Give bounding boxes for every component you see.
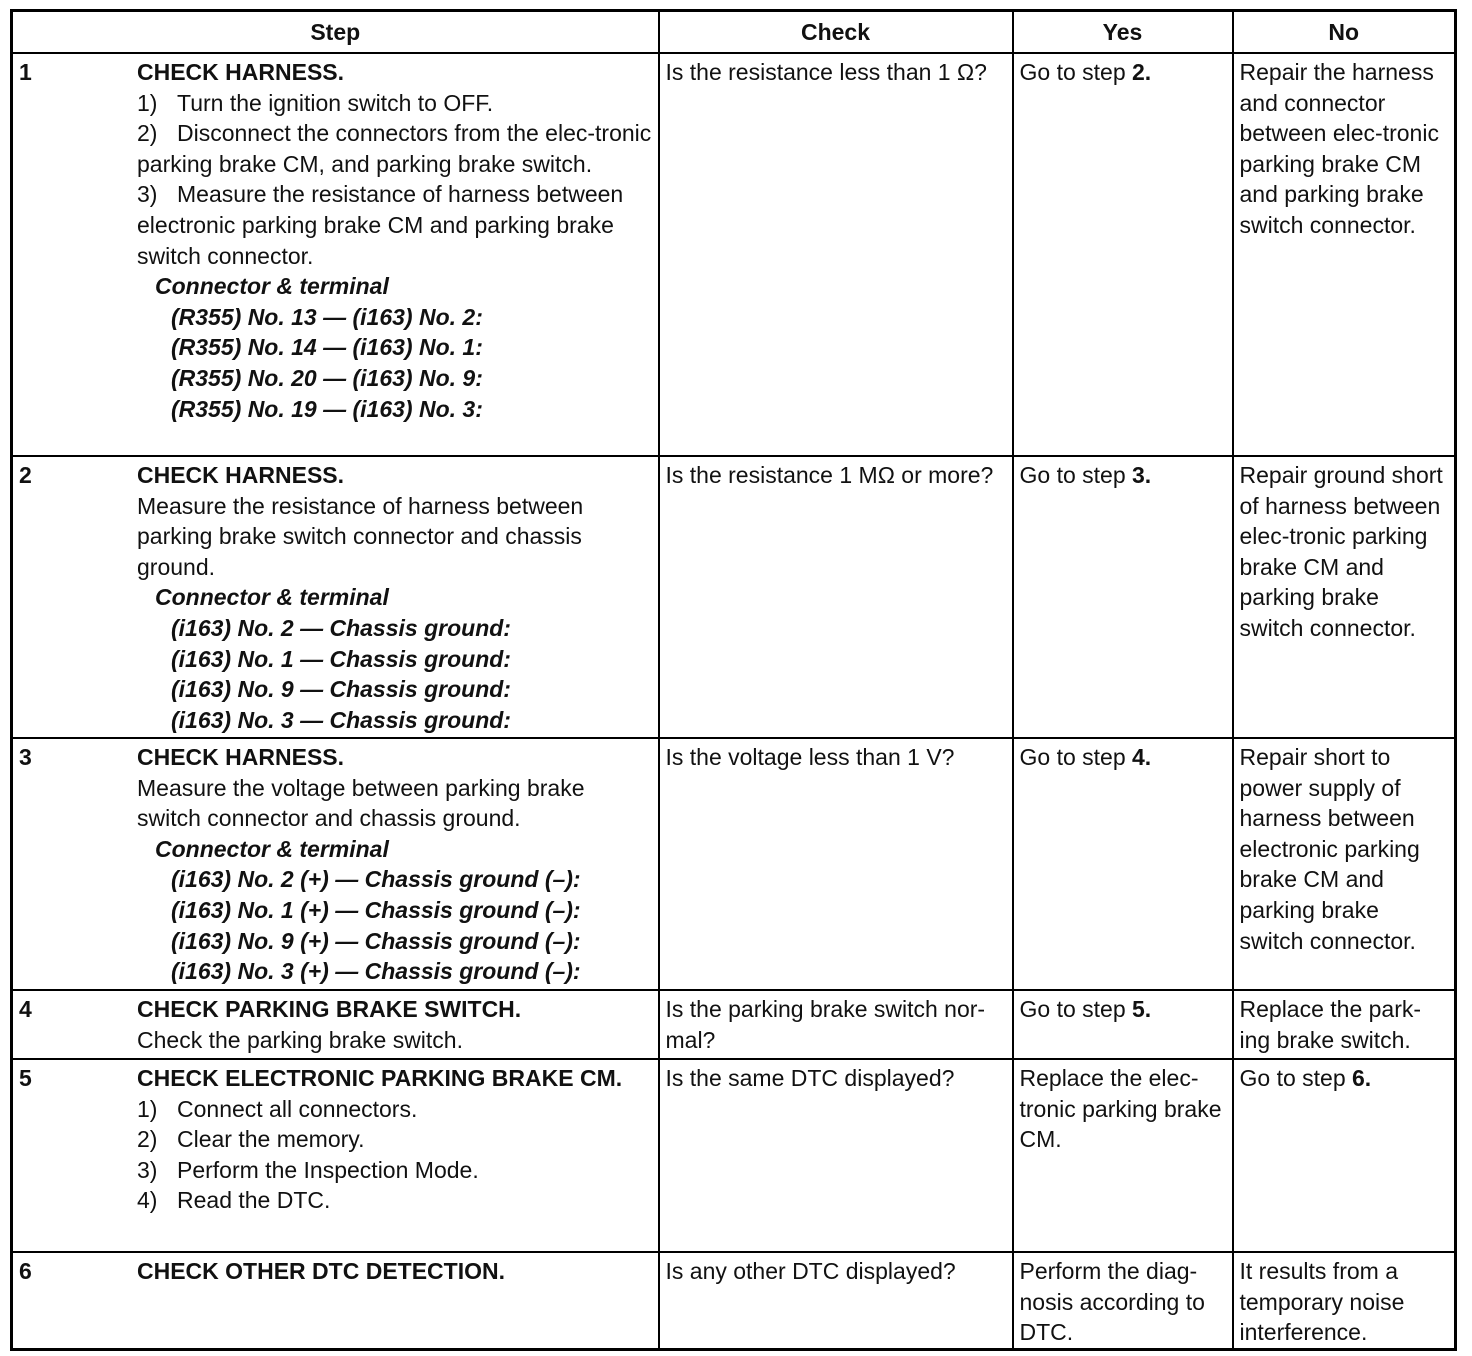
- yes-text: Go to step: [1019, 462, 1133, 488]
- step-title: CHECK HARNESS.: [137, 744, 345, 770]
- substep: [137, 1124, 652, 1155]
- connector-item: (i163) No. 9 (+) — Chassis ground (–):: [171, 927, 581, 954]
- connector-item: (i163) No. 3 (+) — Chassis ground (–):: [171, 958, 581, 985]
- step-title: CHECK ELECTRONIC PARKING BRAKE CM.: [137, 1065, 623, 1091]
- table-row: [12, 1059, 1456, 1252]
- check-cell: Is any other DTC displayed?: [659, 1252, 1013, 1350]
- step-number: 4: [19, 996, 32, 1022]
- substep-number: 2): [137, 1126, 158, 1153]
- substep-number: 2): [137, 120, 158, 147]
- step-number: 3: [19, 744, 32, 770]
- table-row: [12, 53, 1456, 456]
- yes-cell: Perform the diag-nosis according to DTC.: [1013, 1252, 1233, 1350]
- step-body: [137, 1256, 652, 1287]
- step-cell: [12, 1059, 659, 1252]
- step-title: CHECK HARNESS.: [137, 462, 345, 488]
- header-yes: Yes: [1013, 11, 1233, 54]
- step-body: [137, 460, 652, 582]
- substep: [137, 1185, 652, 1216]
- step-description: Measure the resistance of harness between parking brake switch connector and chassis ground.: [137, 492, 584, 580]
- diagnostic-table: [10, 9, 1457, 1351]
- yes-text: Go to step: [1019, 996, 1133, 1022]
- connector-item: (i163) No. 2 — Chassis ground:: [171, 614, 511, 641]
- no-cell: [1233, 1059, 1456, 1252]
- substep: [137, 179, 652, 271]
- header-step: Step: [12, 11, 659, 54]
- table-row: [12, 990, 1456, 1059]
- header-no: No: [1233, 11, 1456, 54]
- table-row: [12, 1252, 1456, 1350]
- no-cell: Replace the park-ing brake switch.: [1233, 990, 1456, 1059]
- step-cell: [12, 738, 659, 990]
- step-body: [137, 742, 652, 834]
- connector-title: Connector & terminal: [155, 835, 389, 862]
- substep: [137, 118, 652, 179]
- no-text: Go to step: [1239, 1065, 1353, 1091]
- connector-item: (i163) No. 1 (+) — Chassis ground (–):: [171, 896, 581, 923]
- yes-cell: [1013, 990, 1233, 1059]
- yes-cell: [1013, 738, 1233, 990]
- step-cell: [12, 53, 659, 456]
- connector-item: (R355) No. 20 — (i163) No. 9:: [171, 364, 483, 391]
- substep: [137, 88, 652, 119]
- substep-text: Read the DTC.: [177, 1187, 331, 1214]
- substep: [137, 1094, 652, 1125]
- check-cell: Is the voltage less than 1 V?: [659, 738, 1013, 990]
- yes-step-ref: 5.: [1132, 996, 1152, 1022]
- substep-number: 1): [137, 1095, 158, 1122]
- no-step-ref: 6.: [1352, 1065, 1372, 1091]
- step-title: CHECK PARKING BRAKE SWITCH.: [137, 996, 522, 1022]
- header-row: [12, 11, 1456, 54]
- connector-title: Connector & terminal: [155, 273, 389, 300]
- check-cell: Is the resistance less than 1 Ω?: [659, 53, 1013, 456]
- yes-cell: [1013, 456, 1233, 738]
- header-check: Check: [659, 11, 1013, 54]
- substep-number: 4): [137, 1187, 158, 1214]
- table-row: [12, 456, 1456, 738]
- substep: [137, 1155, 652, 1186]
- no-cell: It results from a temporary noise interference.: [1233, 1252, 1456, 1350]
- yes-step-ref: 3.: [1132, 462, 1152, 488]
- step-number: 1: [19, 59, 32, 85]
- step-number: 6: [19, 1258, 32, 1284]
- step-body: [137, 1063, 652, 1216]
- connector-item: (i163) No. 1 — Chassis ground:: [171, 645, 511, 672]
- connector-item: (i163) No. 3 — Chassis ground:: [171, 706, 511, 733]
- yes-cell: Replace the elec-tronic parking brake CM.: [1013, 1059, 1233, 1252]
- step-title: CHECK OTHER DTC DETECTION.: [137, 1258, 505, 1284]
- yes-text: Go to step: [1019, 59, 1133, 85]
- step-body: [137, 994, 652, 1055]
- yes-step-ref: 4.: [1132, 744, 1152, 770]
- step-number: 5: [19, 1065, 32, 1091]
- yes-text: Go to step: [1019, 744, 1133, 770]
- table-row: [12, 738, 1456, 990]
- connector-title: Connector & terminal: [155, 584, 389, 611]
- check-cell: Is the same DTC displayed?: [659, 1059, 1013, 1252]
- connector-item: (R355) No. 19 — (i163) No. 3:: [171, 395, 483, 422]
- step-cell: [12, 990, 659, 1059]
- step-title: CHECK HARNESS.: [137, 59, 345, 85]
- check-cell: Is the resistance 1 MΩ or more?: [659, 456, 1013, 738]
- substep-text: Turn the ignition switch to OFF.: [177, 89, 494, 116]
- no-cell: Repair ground short of harness between elec-tronic parking brake CM and parking brake switch connector.: [1233, 456, 1456, 738]
- substep-text: Connect all connectors.: [177, 1095, 418, 1122]
- connector-item: (R355) No. 13 — (i163) No. 2:: [171, 303, 483, 330]
- step-body: [137, 57, 652, 271]
- substep-text: Disconnect the connectors from the elec-tronic parking brake CM, and parking brake switch.: [137, 120, 652, 177]
- connector-item: (i163) No. 9 — Chassis ground:: [171, 676, 511, 703]
- yes-cell: [1013, 53, 1233, 456]
- step-number: 2: [19, 462, 32, 488]
- step-description: Measure the voltage between parking brake switch connector and chassis ground.: [137, 774, 585, 832]
- yes-step-ref: 2.: [1132, 59, 1152, 85]
- substep-text: Perform the Inspection Mode.: [177, 1156, 479, 1183]
- connector-item: (i163) No. 2 (+) — Chassis ground (–):: [171, 866, 581, 893]
- substep-number: 1): [137, 89, 158, 116]
- no-cell: Repair short to power supply of harness between electronic parking brake CM and parking brake switch connector.: [1233, 738, 1456, 990]
- step-cell: [12, 1252, 659, 1350]
- substep-text: Clear the memory.: [177, 1126, 365, 1153]
- connector-item: (R355) No. 14 — (i163) No. 1:: [171, 334, 483, 361]
- no-cell: Repair the harness and connector between elec-tronic parking brake CM and parking brake switch connector.: [1233, 53, 1456, 456]
- substep-number: 3): [137, 181, 158, 208]
- substep-text: Measure the resistance of harness between electronic parking brake CM and parking brake switch connector.: [137, 181, 624, 269]
- diagnostic-sheet: [10, 9, 1454, 1351]
- check-cell: Is the parking brake switch nor-mal?: [659, 990, 1013, 1059]
- step-description: Check the parking brake switch.: [137, 1026, 463, 1053]
- step-cell: [12, 456, 659, 738]
- substep-number: 3): [137, 1156, 158, 1183]
